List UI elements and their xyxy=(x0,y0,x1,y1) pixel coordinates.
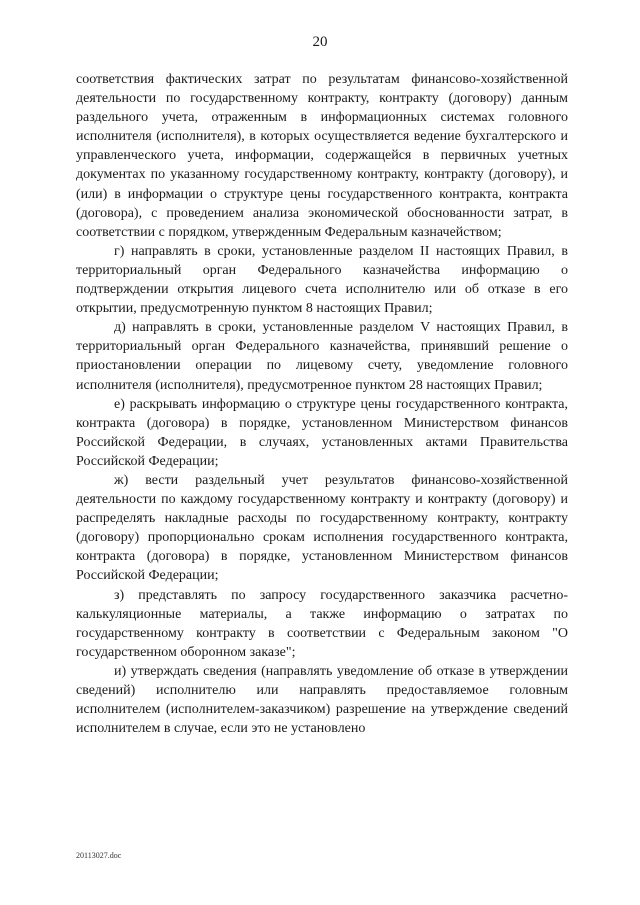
paragraph-item-i: и) утверждать сведения (направлять уведомление об отказе в утверждении сведений) исполнителю или направлять предоставляемое головным исполнителем (исполнителем-заказчиком) разрешение на утверждение сведений исполнителем в случае, если это не установлено xyxy=(76,663,568,737)
paragraph-item-zh: ж) вести раздельный учет результатов финансово-хозяйственной деятельности по каждому государственному контракту и контракту (договору) и распределять накладные расходы по государственному контракту, контракту (договору) пропорционально срокам исполнения государственного контракта, контракта (договора) в порядке, установленном Министерством финансов Российской Федерации; xyxy=(76,472,568,584)
document-body xyxy=(76,70,568,738)
paragraph-continuation: соответствия фактических затрат по результатам финансово-хозяйственной деятельности по государственному контракту, контракту (договору) данным раздельного учета, отраженным в информационных системах головного исполнителя (исполнителя), в которых осуществляется ведение бухгалтерского и управленческого учета, информации, содержащейся в первичных учетных документах по указанному государственному контракту, контракту (договору), и (или) в информации о структуре цены государственного контракта, контракта (договора), с проведением анализа экономической обоснованности затрат, в соответствии с порядком, утвержденным Федеральным казначейством; xyxy=(76,72,568,240)
paragraph-item-g: г) направлять в сроки, установленные разделом II настоящих Правил, в территориальный орган Федерального казначейства информацию о подтверждении открытия лицевого счета исполнителю или об отказе в его открытии, предусмотренную пунктом 8 настоящих Правил; xyxy=(76,243,568,317)
paragraph-item-d: д) направлять в сроки, установленные разделом V настоящих Правил, в территориальный орган Федерального казначейства, принявший решение о приостановлении операции по лицевому счету, уведомление головного исполнителя (исполнителя), предусмотренное пунктом 28 настоящих Правил; xyxy=(76,320,568,393)
document-file-code: 20113027.doc xyxy=(76,851,122,860)
page-number: 20 xyxy=(312,34,328,50)
paragraph-item-e: е) раскрывать информацию о структуре цены государственного контракта, контракта (договора) в порядке, установленном Министерством финансов Российской Федерации, в случаях, установленных актами Правительства Российской Федерации; xyxy=(76,396,568,469)
paragraph-item-z: з) представлять по запросу государственного заказчика расчетно-калькуляционные материалы, а также информацию о затратах по государственному контракту в соответствии с Федеральным законом "О государственном оборонном заказе"; xyxy=(76,587,568,660)
